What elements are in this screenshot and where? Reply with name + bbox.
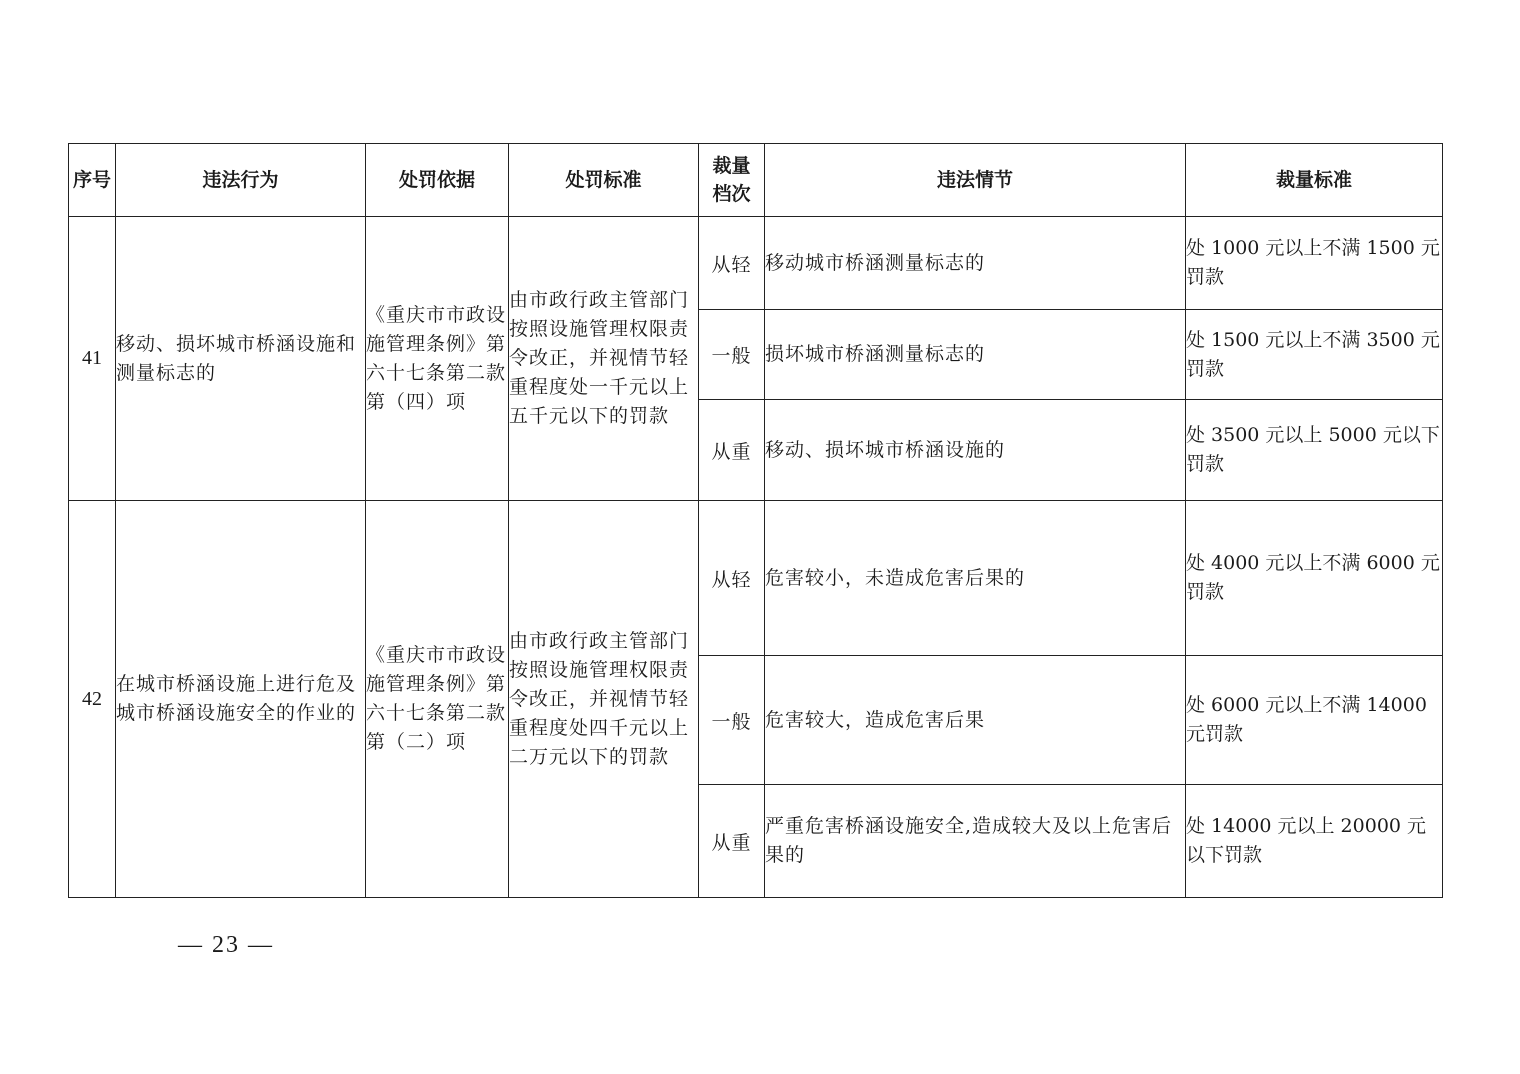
row-circumstance: 损坏城市桥涵测量标志的 [765,310,1186,400]
discretion-table [68,143,1443,898]
row-discretion: 处 1500 元以上不满 3500 元罚款 [1186,310,1443,400]
row-standard: 由市政行政主管部门按照设施管理权限责令改正，并视情节轻重程度处四千元以上二万元以下的罚款 [509,501,699,898]
row-seq: 41 [69,217,116,501]
header-level [699,144,765,217]
table-row [69,217,1443,310]
row-level: 从重 [699,785,765,898]
row-circumstance: 移动、损坏城市桥涵设施的 [765,400,1186,501]
row-circumstance: 严重危害桥涵设施安全,造成较大及以上危害后果的 [765,785,1186,898]
row-standard: 由市政行政主管部门按照设施管理权限责令改正，并视情节轻重程度处一千元以上五千元以下的罚款 [509,217,699,501]
row-circumstance: 危害较小，未造成危害后果的 [765,501,1186,656]
row-discretion: 处 6000 元以上不满 14000 元罚款 [1186,656,1443,785]
header-circumstance: 违法情节 [765,144,1186,217]
header-level-line2: 档次 [712,183,751,205]
header-discretion: 裁量标准 [1186,144,1443,217]
header-level-line1: 裁量 [712,155,751,177]
row-level: 从轻 [699,501,765,656]
row-behavior: 在城市桥涵设施上进行危及城市桥涵设施安全的作业的 [116,501,366,898]
row-seq: 42 [69,501,116,898]
row-circumstance: 移动城市桥涵测量标志的 [765,217,1186,310]
row-discretion: 处 3500 元以上 5000 元以下罚款 [1186,400,1443,501]
header-basis: 处罚依据 [366,144,509,217]
row-circumstance: 危害较大，造成危害后果 [765,656,1186,785]
table-header-row [69,144,1443,217]
header-seq: 序号 [69,144,116,217]
table-row [69,501,1443,656]
header-standard: 处罚标准 [509,144,699,217]
row-level: 一般 [699,310,765,400]
page-number: — 23 — [178,932,274,958]
header-behavior: 违法行为 [116,144,366,217]
row-level: 从轻 [699,217,765,310]
row-basis: 《重庆市市政设施管理条例》第六十七条第二款第（四）项 [366,217,509,501]
row-basis: 《重庆市市政设施管理条例》第六十七条第二款第（二）项 [366,501,509,898]
row-discretion: 处 4000 元以上不满 6000 元罚款 [1186,501,1443,656]
row-discretion: 处 14000 元以上 20000 元以下罚款 [1186,785,1443,898]
row-level: 一般 [699,656,765,785]
row-level: 从重 [699,400,765,501]
row-discretion: 处 1000 元以上不满 1500 元罚款 [1186,217,1443,310]
row-behavior: 移动、损坏城市桥涵设施和测量标志的 [116,217,366,501]
